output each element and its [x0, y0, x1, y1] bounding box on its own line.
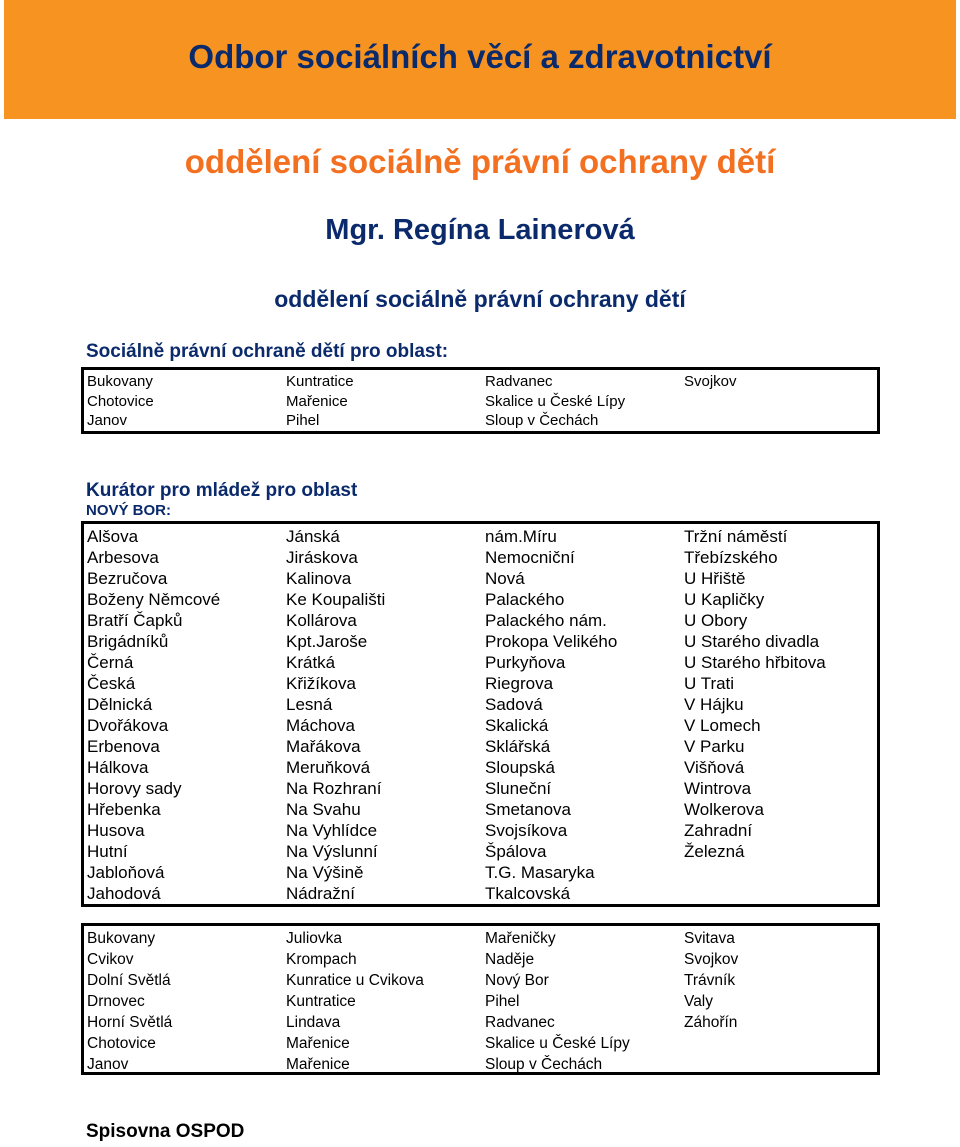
table-cell: Česká	[87, 674, 136, 693]
table-cell: U Trati	[684, 674, 735, 693]
table-cell	[684, 411, 883, 431]
table-row	[87, 991, 877, 1012]
table-cell: Brigádníků	[87, 632, 169, 651]
table-cell: Nová	[485, 569, 525, 588]
table-cell	[684, 392, 883, 412]
table-cell: Lesná	[286, 695, 333, 714]
table-cell: Kollárova	[286, 611, 357, 630]
table-cell: Juliovka	[286, 930, 342, 947]
table-cell: Arbesova	[87, 548, 159, 567]
table-row	[87, 820, 877, 841]
table-cell: Jahodová	[87, 884, 161, 903]
table-cell: Purkyňova	[485, 653, 566, 672]
table-cell: Hřebenka	[87, 800, 161, 819]
table-cell: Horovy sady	[87, 779, 182, 798]
table-cell: Chotovice	[87, 1035, 156, 1052]
table-cell: nám.Míru	[485, 527, 557, 546]
table-row	[87, 547, 877, 568]
table-cell: Sluneční	[485, 779, 552, 798]
table-cell: Skalická	[485, 716, 549, 735]
table-cell: T.G. Masaryka	[485, 863, 595, 882]
table-row	[87, 526, 877, 547]
ospod-area-table	[81, 367, 880, 434]
table-row	[87, 949, 877, 970]
table-cell: V Hájku	[684, 695, 744, 714]
table-cell: Riegrova	[485, 674, 554, 693]
table-row	[87, 372, 877, 392]
table-cell: Drnovec	[87, 993, 145, 1010]
table-row	[87, 862, 877, 883]
table-cell	[684, 1033, 883, 1054]
curator-area-table	[81, 923, 880, 1075]
table-row	[87, 778, 877, 799]
table-cell: Horní Světlá	[87, 1014, 173, 1031]
table-cell: Pihel	[485, 993, 520, 1010]
header-banner	[4, 0, 956, 119]
table-cell: Bezručova	[87, 569, 168, 588]
table-cell: Mařenice	[286, 392, 348, 410]
table-cell: Na Svahu	[286, 800, 361, 819]
table-row	[87, 589, 877, 610]
table-row	[87, 610, 877, 631]
table-row	[87, 652, 877, 673]
table-cell: Cvikov	[87, 951, 134, 968]
table-cell: U Starého hřbitova	[684, 653, 826, 672]
section-heading-curator: Kurátor pro mládež pro oblast	[86, 480, 358, 501]
table-cell: Svojkov	[684, 951, 739, 968]
table-cell: Jiráskova	[286, 548, 358, 567]
table-cell: Erbenova	[87, 737, 160, 756]
table-cell: Špálova	[485, 842, 547, 861]
table-cell: Ke Koupališti	[286, 590, 386, 609]
table-cell: Černá	[87, 653, 134, 672]
table-cell: Mařenice	[286, 1056, 350, 1073]
table-cell: Višňová	[684, 758, 745, 777]
table-cell: Nádražní	[286, 884, 355, 903]
table-cell: Kuntratice	[286, 993, 356, 1010]
table-row	[87, 970, 877, 991]
table-cell: Wintrova	[684, 779, 752, 798]
table-cell: Krátká	[286, 653, 336, 672]
section-heading-ospod: Sociálně právní ochraně dětí pro oblast:	[86, 341, 449, 362]
table-row	[87, 799, 877, 820]
table-cell: Hálkova	[87, 758, 149, 777]
table-cell: Dolní Světlá	[87, 972, 171, 989]
table-cell: Valy	[684, 993, 714, 1010]
table-cell	[684, 883, 883, 904]
table-row	[87, 411, 877, 431]
table-cell: V Parku	[684, 737, 745, 756]
table-cell: Bukovany	[87, 930, 156, 947]
table-cell: Alšova	[87, 527, 139, 546]
table-cell: Mařákova	[286, 737, 361, 756]
table-cell: V Lomech	[684, 716, 761, 735]
table-cell: Kpt.Jaroše	[286, 632, 368, 651]
table-row	[87, 1012, 877, 1033]
table-cell: Skalice u České Lípy	[485, 1035, 630, 1052]
table-cell: Tkalcovská	[485, 884, 571, 903]
table-cell: Sklářská	[485, 737, 551, 756]
department-title: oddělení sociálně právní ochrany dětí	[184, 143, 776, 180]
table-cell: Sloupská	[485, 758, 555, 777]
table-cell: Železná	[684, 842, 745, 861]
table-cell: Svitava	[684, 930, 735, 947]
table-cell: Zahradní	[684, 821, 753, 840]
table-row	[87, 883, 877, 904]
table-cell: Nový Bor	[485, 972, 549, 989]
table-cell: Naděje	[485, 951, 535, 968]
table-cell: Wolkerova	[684, 800, 764, 819]
table-cell: Svojkov	[684, 373, 737, 390]
page-title: Odbor sociálních věcí a zdravotnictví	[188, 38, 772, 75]
table-cell: Svojsíkova	[485, 821, 568, 840]
table-cell: Radvanec	[485, 373, 553, 390]
table-cell: Jánská	[286, 527, 340, 546]
table-cell: Mařeničky	[485, 930, 556, 947]
table-cell: Kunratice u Cvikova	[286, 972, 424, 989]
person-name: Mgr. Regína Lainerová	[325, 214, 635, 246]
table-row	[87, 673, 877, 694]
table-cell: Janov	[87, 1056, 129, 1073]
table-cell	[684, 862, 883, 883]
table-cell: Tržní náměstí	[684, 527, 788, 546]
table-cell: Třebízského	[684, 548, 778, 567]
department-subtitle: oddělení sociálně právní ochrany dětí	[274, 286, 686, 312]
table-cell: Husova	[87, 821, 145, 840]
table-cell: Křižíkova	[286, 674, 356, 693]
table-cell: Boženy Němcové	[87, 590, 221, 609]
table-row	[87, 1054, 877, 1075]
table-cell: Sadová	[485, 695, 543, 714]
table-cell: U Obory	[684, 611, 748, 630]
table-row	[87, 715, 877, 736]
table-cell: Hutní	[87, 842, 128, 861]
table-cell: Kalinova	[286, 569, 352, 588]
table-cell: Jabloňová	[87, 863, 165, 882]
table-cell: Smetanova	[485, 800, 571, 819]
novy-bor-streets-table	[81, 521, 880, 907]
table-row	[87, 757, 877, 778]
table-cell: Na Výšině	[286, 863, 364, 882]
table-cell: Mařenice	[286, 1035, 350, 1052]
table-cell: Na Výslunní	[286, 842, 378, 861]
table-row	[87, 841, 877, 862]
table-cell: Kuntratice	[286, 373, 354, 390]
table-cell: Skalice u České Lípy	[485, 392, 626, 410]
table-cell: Radvanec	[485, 1014, 555, 1031]
footer-heading: Spisovna OSPOD	[86, 1121, 245, 1142]
table-cell: Trávník	[684, 972, 736, 989]
table-cell: Bukovany	[87, 373, 153, 390]
table-cell: Pihel	[286, 412, 320, 429]
table-row	[87, 736, 877, 757]
table-cell: Palackého nám.	[485, 611, 607, 630]
table-row	[87, 631, 877, 652]
table-row	[87, 928, 877, 949]
table-cell: U Starého divadla	[684, 632, 820, 651]
table-cell: Nemocniční	[485, 548, 575, 567]
table-cell: Záhořín	[684, 1014, 738, 1031]
table-cell: Na Vyhlídce	[286, 821, 378, 840]
table-cell: Dvořákova	[87, 716, 169, 735]
table-cell: Bratří Čapků	[87, 611, 183, 630]
table-cell: Janov	[87, 412, 128, 429]
table-cell: Sloup v Čechách	[485, 412, 599, 429]
table-row	[87, 1033, 877, 1054]
table-cell: Na Rozhraní	[286, 779, 382, 798]
table-cell: Palackého	[485, 590, 565, 609]
table-row	[87, 392, 877, 412]
table-cell: Meruňková	[286, 758, 371, 777]
section-subheading-novy-bor: NOVÝ BOR:	[86, 502, 172, 519]
table-cell: Dělnická	[87, 695, 153, 714]
table-row	[87, 694, 877, 715]
table-cell: U Kapličky	[684, 590, 765, 609]
table-cell: Krompach	[286, 951, 357, 968]
table-cell: Prokopa Velikého	[485, 632, 618, 651]
table-row	[87, 568, 877, 589]
table-cell	[684, 1054, 883, 1075]
table-cell: Chotovice	[87, 392, 154, 410]
table-cell: Máchova	[286, 716, 355, 735]
table-cell: U Hřiště	[684, 569, 746, 588]
table-cell: Sloup v Čechách	[485, 1056, 603, 1073]
table-cell: Lindava	[286, 1014, 341, 1031]
